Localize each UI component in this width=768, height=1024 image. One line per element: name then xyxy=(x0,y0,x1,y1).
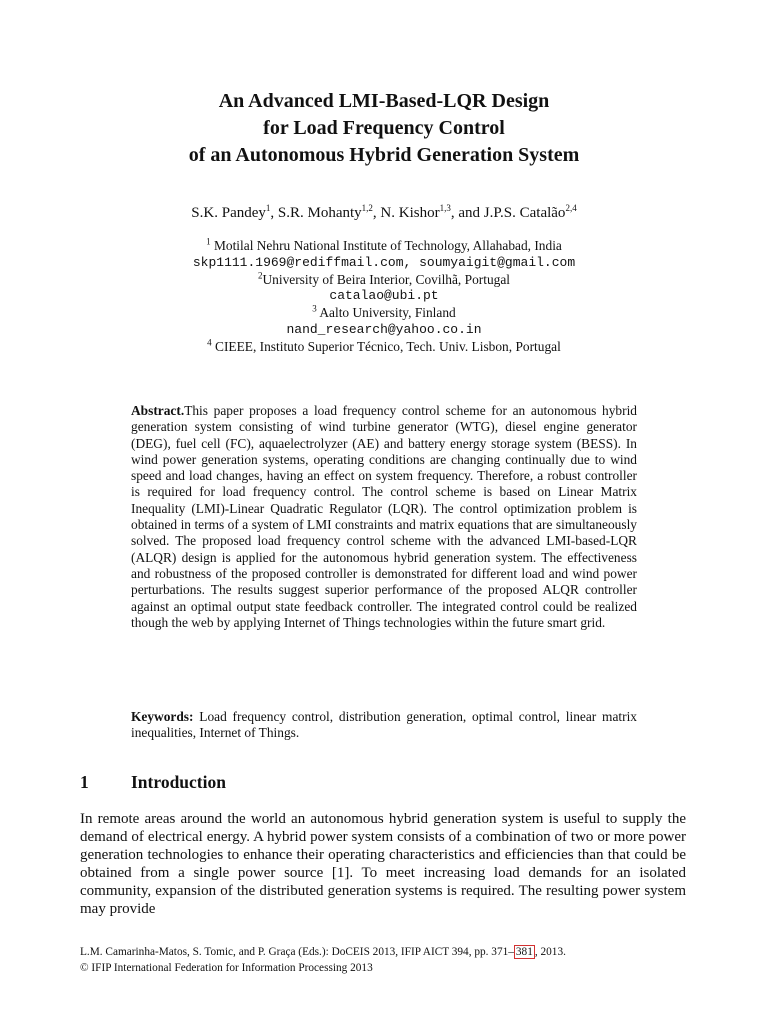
abstract-text: This paper proposes a load frequency control scheme for an autonomous hybrid generation system consisting of wind turbine generator (WTG), diesel engine generator (DEG), fuel cell (FC), aquaelectrolyzer (AE) and battery energy storage system (BESS). In wind power generation systems, operating conditions are changing continually due to wind speed and load changes, having an effect on system frequency. Therefore, a robust controller is required for load frequency control. The control scheme is based on Linear Matrix Inequality (LMI)-Linear Quadratic Regulator (LQR). The control optimization problem is obtained in terms of a system of LMI constraints and matrix equations that are simultaneously solved. The proposed load frequency control scheme with the advanced LMI-based-LQR (ALQR) design is applied for the autonomous hybrid generation system. The effectiveness and robustness of the proposed controller is demonstrated for different load and wind power perturbations. The results suggest superior performance of the proposed ALQR controller against an optimal output state feedback controller. The integrated control could be realized though the web by applying Internet of Things technologies within the future smart grid. xyxy=(131,403,637,630)
author-name: J.P.S. Catalão xyxy=(483,205,566,221)
footer-line-1 xyxy=(80,944,720,960)
affil-marker: 1 xyxy=(206,236,211,247)
page-range-end-link[interactable]: 381 xyxy=(515,946,533,958)
section-number: 1 xyxy=(80,772,89,792)
affiliation-text: CIEEE, Instituto Superior Técnico, Tech. Univ. Lisbon, Portugal xyxy=(215,338,561,354)
affiliations xyxy=(0,238,768,356)
affiliation-text: Motilal Nehru National Institute of Technology, Allahabad, India xyxy=(213,238,562,253)
intro-paragraph: In remote areas around the world an autonomous hybrid generation system is useful to supply the demand of electrical energy. A hybrid power system consists of a combination of two or more power generation technologies to enhance their operating characteristics and efficiencies than that could be obtained from a single power source [1]. To meet increasing load demands for an isolated community, expansion of the distributed generation systems is required. The resulting power system may provide xyxy=(80,811,686,917)
affiliation-2 xyxy=(0,272,768,289)
footer-citation xyxy=(80,944,720,976)
keywords-text: Load frequency control, distribution generation, optimal control, linear matrix inequalities, Internet of Things. xyxy=(131,709,637,741)
affil-marker: 4 xyxy=(207,337,212,348)
author-affil-marker: 1,3 xyxy=(439,203,451,213)
author-name: S.R. Mohanty xyxy=(277,205,362,221)
author-list: S.K. Pandey$^1$, S.R. Mohanty$^{1,2}$, N. Kishor$^{1,3}$, and J.P.S. Catalão$^{2,4}$ xyxy=(191,203,577,221)
author-name: S.K. Pandey xyxy=(191,205,266,221)
keywords-label: Keywords: xyxy=(131,709,194,724)
keywords xyxy=(131,709,637,742)
footer-citation-suffix: , 2013. xyxy=(534,946,566,958)
affiliation-text: Aalto University, Finland xyxy=(319,305,456,321)
title-line-2: for Load Frequency Control xyxy=(263,117,505,139)
affil-marker: 2 xyxy=(257,270,263,281)
abstract xyxy=(131,403,637,631)
affiliation-3-email: nand_research@yahoo.co.in xyxy=(286,321,482,337)
affiliation-4 xyxy=(0,339,768,356)
author-affil-marker: 2,4 xyxy=(565,203,577,213)
affil-marker: 3 xyxy=(312,303,317,314)
title-line-1: An Advanced LMI-Based-LQR Design xyxy=(218,90,550,112)
section-heading xyxy=(80,771,680,793)
author-affil-marker: 1 xyxy=(265,203,271,213)
section-title: Introduction xyxy=(131,772,226,792)
affiliation-3 xyxy=(0,305,768,322)
affiliation-1-email: skp1111.1969@rediffmail.com, soumyaigit@gmail.com xyxy=(192,254,576,270)
affiliation-2-email: catalao@ubi.pt xyxy=(329,288,439,304)
paper-title xyxy=(0,88,768,169)
abstract-label: Abstract. xyxy=(131,403,185,418)
author-affil-marker: 1,2 xyxy=(361,203,373,213)
footer-line-2: © IFIP International Federation for Information Processing 2013 xyxy=(80,962,373,974)
footer-citation-text: L.M. Camarinha-Matos, S. Tomic, and P. Graça (Eds.): DoCEIS 2013, IFIP AICT 394, pp. 371– xyxy=(80,946,514,958)
affiliation-1 xyxy=(0,238,768,255)
title-line-3: of an Autonomous Hybrid Generation System xyxy=(188,144,580,166)
author-name: N. Kishor xyxy=(380,205,440,221)
affiliation-text: University of Beira Interior, Covilhã, Portugal xyxy=(262,271,510,287)
